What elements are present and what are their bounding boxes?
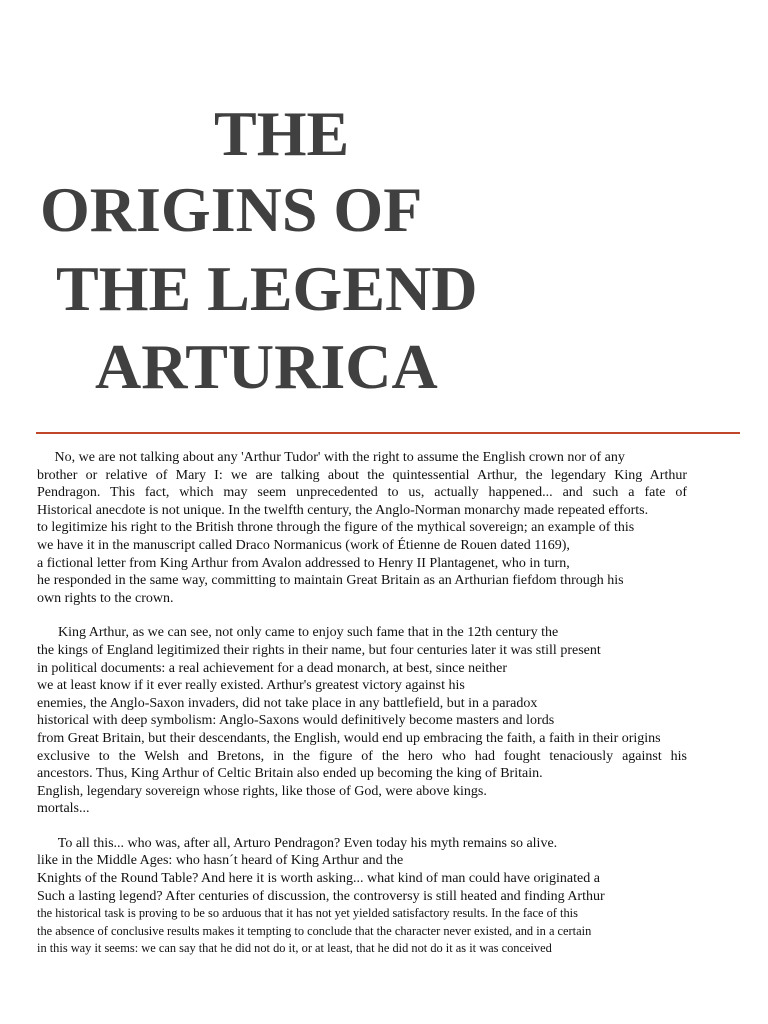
paragraph-line: own rights to the crown. xyxy=(37,590,174,606)
paragraph-line: the kings of England legitimized their rights in their name, but four centuries later it was still present xyxy=(37,642,601,658)
paragraph-line: exclusive to the Welsh and Bretons, in the figure of the hero who had fought tenaciously against his xyxy=(37,748,687,764)
paragraph-line: English, legendary sovereign whose rights, like those of God, were above kings. xyxy=(37,783,487,799)
paragraph-2 xyxy=(37,624,687,818)
paragraph-3 xyxy=(37,835,687,958)
paragraph-line: enemies, the Anglo-Saxon invaders, did not take place in any battlefield, but in a paradox xyxy=(37,695,538,711)
paragraph-1 xyxy=(37,449,687,607)
paragraph-line: we have it in the manuscript called Draco Normanicus (work of Étienne de Rouen dated 1169), xyxy=(37,537,570,553)
paragraph-line: in this way it seems: we can say that he did not do it, or at least, that he did not do it as it was conceived xyxy=(37,941,552,956)
paragraph-line: the historical task is proving to be so arduous that it has not yet yielded satisfactory results. In the face of this xyxy=(37,906,578,921)
paragraph-line: from Great Britain, but their descendants, the English, would end up embracing the faith, a faith in their origins xyxy=(37,730,661,746)
title-line-1: THE xyxy=(214,98,350,169)
paragraph-line: to legitimize his right to the British throne through the figure of the mythical sovereign; an example of this xyxy=(37,520,635,536)
paragraph-line: Such a lasting legend? After centuries of discussion, the controversy is still heated and finding Arthur xyxy=(37,888,605,904)
body-text xyxy=(37,449,687,958)
title-line-2: ORIGINS OF xyxy=(40,174,423,245)
title-line-4: ARTURICA xyxy=(95,331,438,402)
paragraph-line: we at least know if it ever really existed. Arthur's greatest victory against his xyxy=(37,678,465,694)
title-divider xyxy=(36,432,740,434)
title-line-3: THE LEGEND xyxy=(56,253,478,324)
paragraph-line: Historical anecdote is not unique. In the twelfth century, the Anglo-Norman monarchy made repeated efforts. xyxy=(37,502,649,518)
paragraph-line: To all this... who was, after all, Arturo Pendragon? Even today his myth remains so alive. xyxy=(37,835,558,851)
paragraph-line: he responded in the same way, committing to maintain Great Britain as an Arthurian fiefdom through his xyxy=(37,573,624,589)
paragraph-line: Knights of the Round Table? And here it is worth asking... what kind of man could have originated a xyxy=(37,871,600,887)
paragraph-line: ancestors. Thus, King Arthur of Celtic Britain also ended up becoming the king of Britain. xyxy=(37,766,543,782)
paragraph-line: King Arthur, as we can see, not only came to enjoy such fame that in the 12th century the xyxy=(37,625,559,641)
paragraph-line: in political documents: a real achievement for a dead monarch, at best, since neither xyxy=(37,660,507,676)
paragraph-line: a fictional letter from King Arthur from Avalon addressed to Henry II Plantagenet, who in turn, xyxy=(37,555,570,571)
paragraph-line: Pendragon. This fact, which may seem unprecedented to us, actually happened... and such a fate of xyxy=(37,485,687,501)
paragraph-line: like in the Middle Ages: who hasn´t heard of King Arthur and the xyxy=(37,853,404,869)
paragraph-line: brother or relative of Mary I: we are talking about the quintessential Arthur, the legendary King Arthur xyxy=(37,467,687,483)
paragraph-line: historical with deep symbolism: Anglo-Saxons would definitively become masters and lords xyxy=(37,713,555,729)
paragraph-line: the absence of conclusive results makes it tempting to conclude that the character never existed, and in a certain xyxy=(37,923,592,938)
paragraph-line: mortals... xyxy=(37,801,90,817)
paragraph-line: No, we are not talking about any 'Arthur Tudor' with the right to assume the English crown nor of any xyxy=(37,450,625,465)
